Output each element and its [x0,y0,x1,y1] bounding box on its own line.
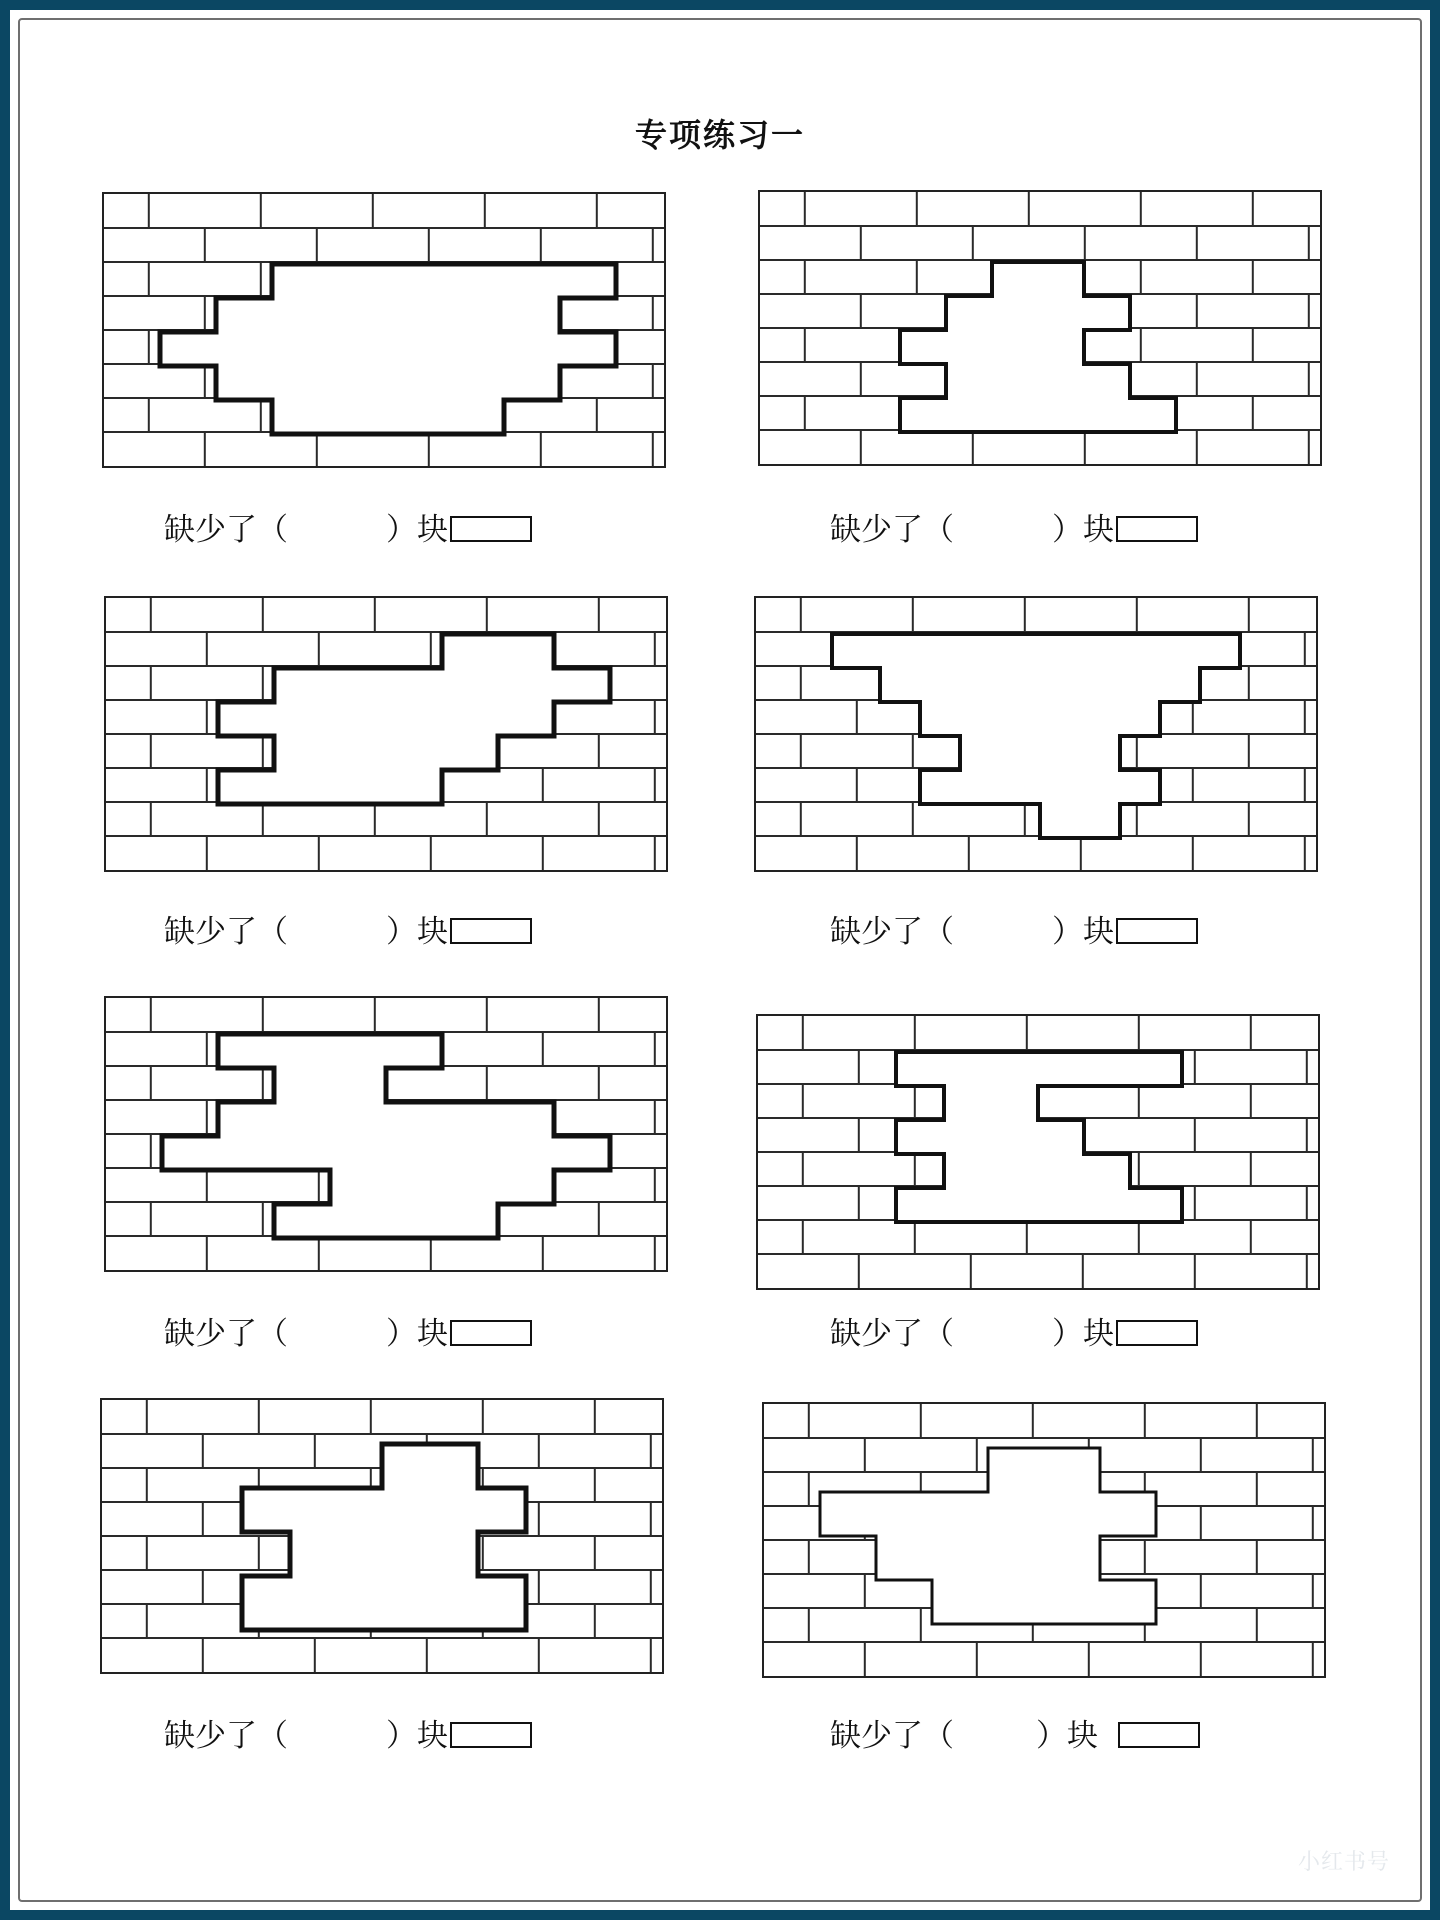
caption-prefix: 缺少了（ [164,1718,288,1754]
brick-wall-drawing [758,1016,1318,1288]
answer-box[interactable] [1116,516,1198,542]
caption-prefix: 缺少了（ [164,914,288,950]
answer-box[interactable] [450,1320,532,1346]
caption-prefix: 缺少了（ [164,512,288,548]
answer-box[interactable] [450,918,532,944]
missing-bricks-outline [896,1052,1182,1222]
caption-suffix: ）块 [386,1718,448,1754]
caption-prefix: 缺少了（ [830,914,954,950]
brick-wall-puzzle-5 [104,996,668,1272]
caption-suffix: ）块 [1036,1718,1098,1754]
exercise-2-caption [830,512,1198,548]
answer-box[interactable] [1116,918,1198,944]
exercise-6-caption [830,1316,1198,1352]
worksheet [10,10,1430,1910]
caption-prefix: 缺少了（ [830,512,954,548]
brick-wall-puzzle-4 [754,596,1318,872]
caption-suffix: ）块 [386,914,448,950]
answer-box[interactable] [450,1722,532,1748]
missing-bricks-outline [900,262,1176,432]
caption-suffix: ）块 [1052,512,1114,548]
caption-prefix: 缺少了（ [830,1316,954,1352]
exercise-3-caption [164,914,532,950]
answer-box[interactable] [450,516,532,542]
answer-box[interactable] [1116,1320,1198,1346]
brick-wall-puzzle-7 [100,1398,664,1674]
exercise-7-caption [164,1718,532,1754]
brick-wall-drawing [104,194,664,466]
answer-box[interactable] [1118,1722,1200,1748]
missing-bricks-outline [218,634,610,804]
missing-bricks-outline [160,264,616,434]
missing-bricks-outline [820,1448,1156,1624]
caption-suffix: ）块 [386,512,448,548]
caption-prefix: 缺少了（ [164,1316,288,1352]
caption-suffix: ）块 [386,1316,448,1352]
caption-prefix: 缺少了（ [830,1718,954,1754]
brick-wall-puzzle-8 [762,1402,1326,1678]
brick-wall-drawing [106,598,666,870]
brick-wall-puzzle-2 [758,190,1322,466]
brick-wall-drawing [756,598,1316,870]
exercise-4-caption [830,914,1198,950]
missing-bricks-outline [832,634,1240,838]
caption-suffix: ）块 [1052,1316,1114,1352]
exercise-8-caption [830,1718,1200,1754]
brick-wall-drawing [760,192,1320,464]
brick-wall-puzzle-1 [102,192,666,468]
brick-wall-puzzle-6 [756,1014,1320,1290]
watermark: 小红书号 [1297,1850,1390,1875]
exercise-1-caption [164,512,532,548]
brick-wall-drawing [106,998,666,1270]
brick-wall-drawing [764,1404,1324,1676]
caption-suffix: ）块 [1052,914,1114,950]
brick-wall-drawing [102,1400,662,1672]
brick-wall-puzzle-3 [104,596,668,872]
exercise-5-caption [164,1316,532,1352]
page-title: 专项练习一 [634,116,805,154]
